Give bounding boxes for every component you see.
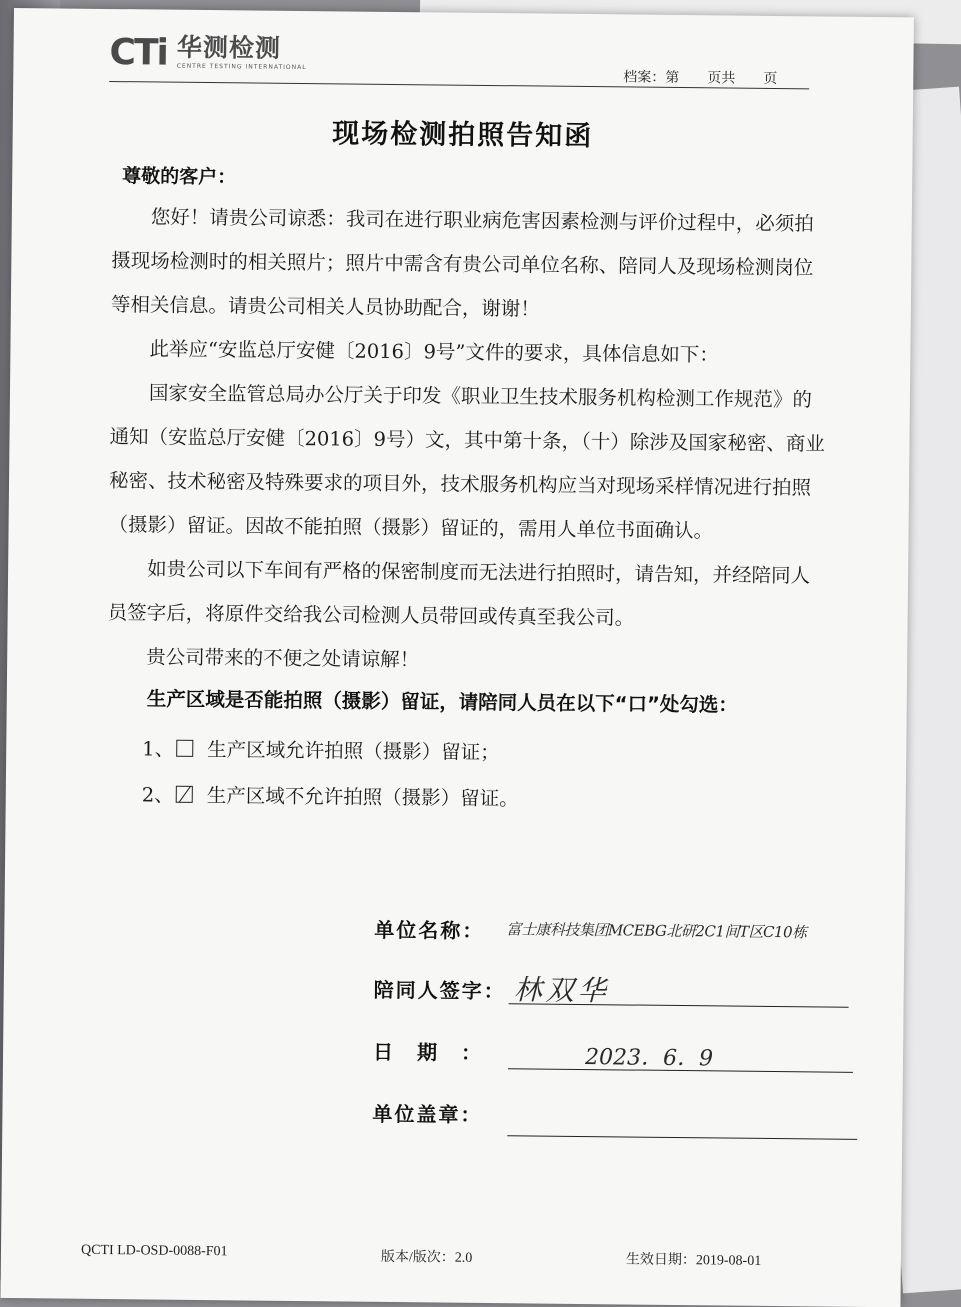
document-title: 现场检测拍照告知函 — [332, 118, 594, 153]
document-page — [0, 8, 913, 1307]
option-label: 生产区域不允许拍照（摄影）留证。 — [206, 784, 519, 811]
escort-signature-label: 陪同人签字： — [373, 977, 506, 1004]
logo-chinese-name: 华测检测 — [176, 32, 282, 63]
seal-line — [507, 1135, 857, 1140]
option-number: 2、 — [141, 783, 174, 807]
footer-effective-date: 生效日期：2019-08-01 — [625, 1252, 762, 1269]
paragraph-requirement: 此举应“安监总厅安健〔2016〕9号”文件的要求，具体信息如下： — [149, 337, 720, 367]
paragraph-confidential: 如贵公司以下车间有严格的保密制度而无法进行拍照时，请告知，并经陪同人员签字后，将原件交给我公司检测人员带回或传真至我公司。 — [107, 557, 811, 630]
unit-name-label: 单位名称： — [374, 917, 485, 943]
paragraph-greeting: 您好！请贵公司谅悉：我司在进行职业病危害因素检测与评价过程中，必须拍摄现场检测时的相关照片；照片中需含有贵公司单位名称、陪同人及现场检测岗位等相关信息。请贵公司相关人员协助配合，谢谢！ — [110, 205, 814, 321]
option-allow — [142, 733, 500, 765]
unit-name-handwritten: 富士康科技集团MCEBG北研2C1间T区C10栋 — [506, 920, 807, 942]
body-text — [107, 195, 832, 687]
date-handwritten: 2023．6．9 — [584, 1045, 714, 1072]
checkbox-disallow[interactable] — [176, 785, 193, 802]
paragraph-apology: 贵公司带来的不便之处请谅解！ — [146, 645, 420, 672]
salutation: 尊敬的客户： — [122, 165, 237, 189]
photo-question: 生产区域是否能拍照（摄影）留证，请陪同人员在以下“口”处勾选： — [146, 687, 739, 717]
footer-doc-code: QCTI LD-OSD-0088-F01 — [80, 1242, 228, 1260]
option-label: 生产区域允许拍照（摄影）留证； — [207, 738, 500, 765]
unit-seal-label: 单位盖章： — [372, 1101, 483, 1127]
escort-signature: 林双华 — [513, 973, 610, 1008]
logo-cti-text: CTi — [109, 32, 168, 74]
logo-english-name: CENTRE TESTING INTERNATIONAL — [176, 62, 307, 72]
paragraph-regulation: 国家安全监管总局办公厅关于印发《职业卫生技术服务机构检测工作规范》的通知（安监总厅安健〔2016〕9号）文，其中第十条，（十）除涉及国家秘密、商业秘密、技术秘密及特殊要求的项目外，技术服务机构应当对现场采样情况进行拍照（摄影）留证。因故不能拍照（摄影）留证的，需用人单位书面确认。 — [108, 381, 825, 543]
checkbox-allow[interactable] — [176, 739, 193, 756]
company-logo — [109, 33, 307, 75]
footer-version: 版本/版次：2.0 — [380, 1249, 473, 1266]
archive-page-number: 档案：第 页共 页 — [623, 69, 778, 87]
option-number: 1、 — [142, 737, 175, 761]
date-label: 日 期 ： — [372, 1039, 484, 1065]
option-disallow — [142, 779, 519, 811]
